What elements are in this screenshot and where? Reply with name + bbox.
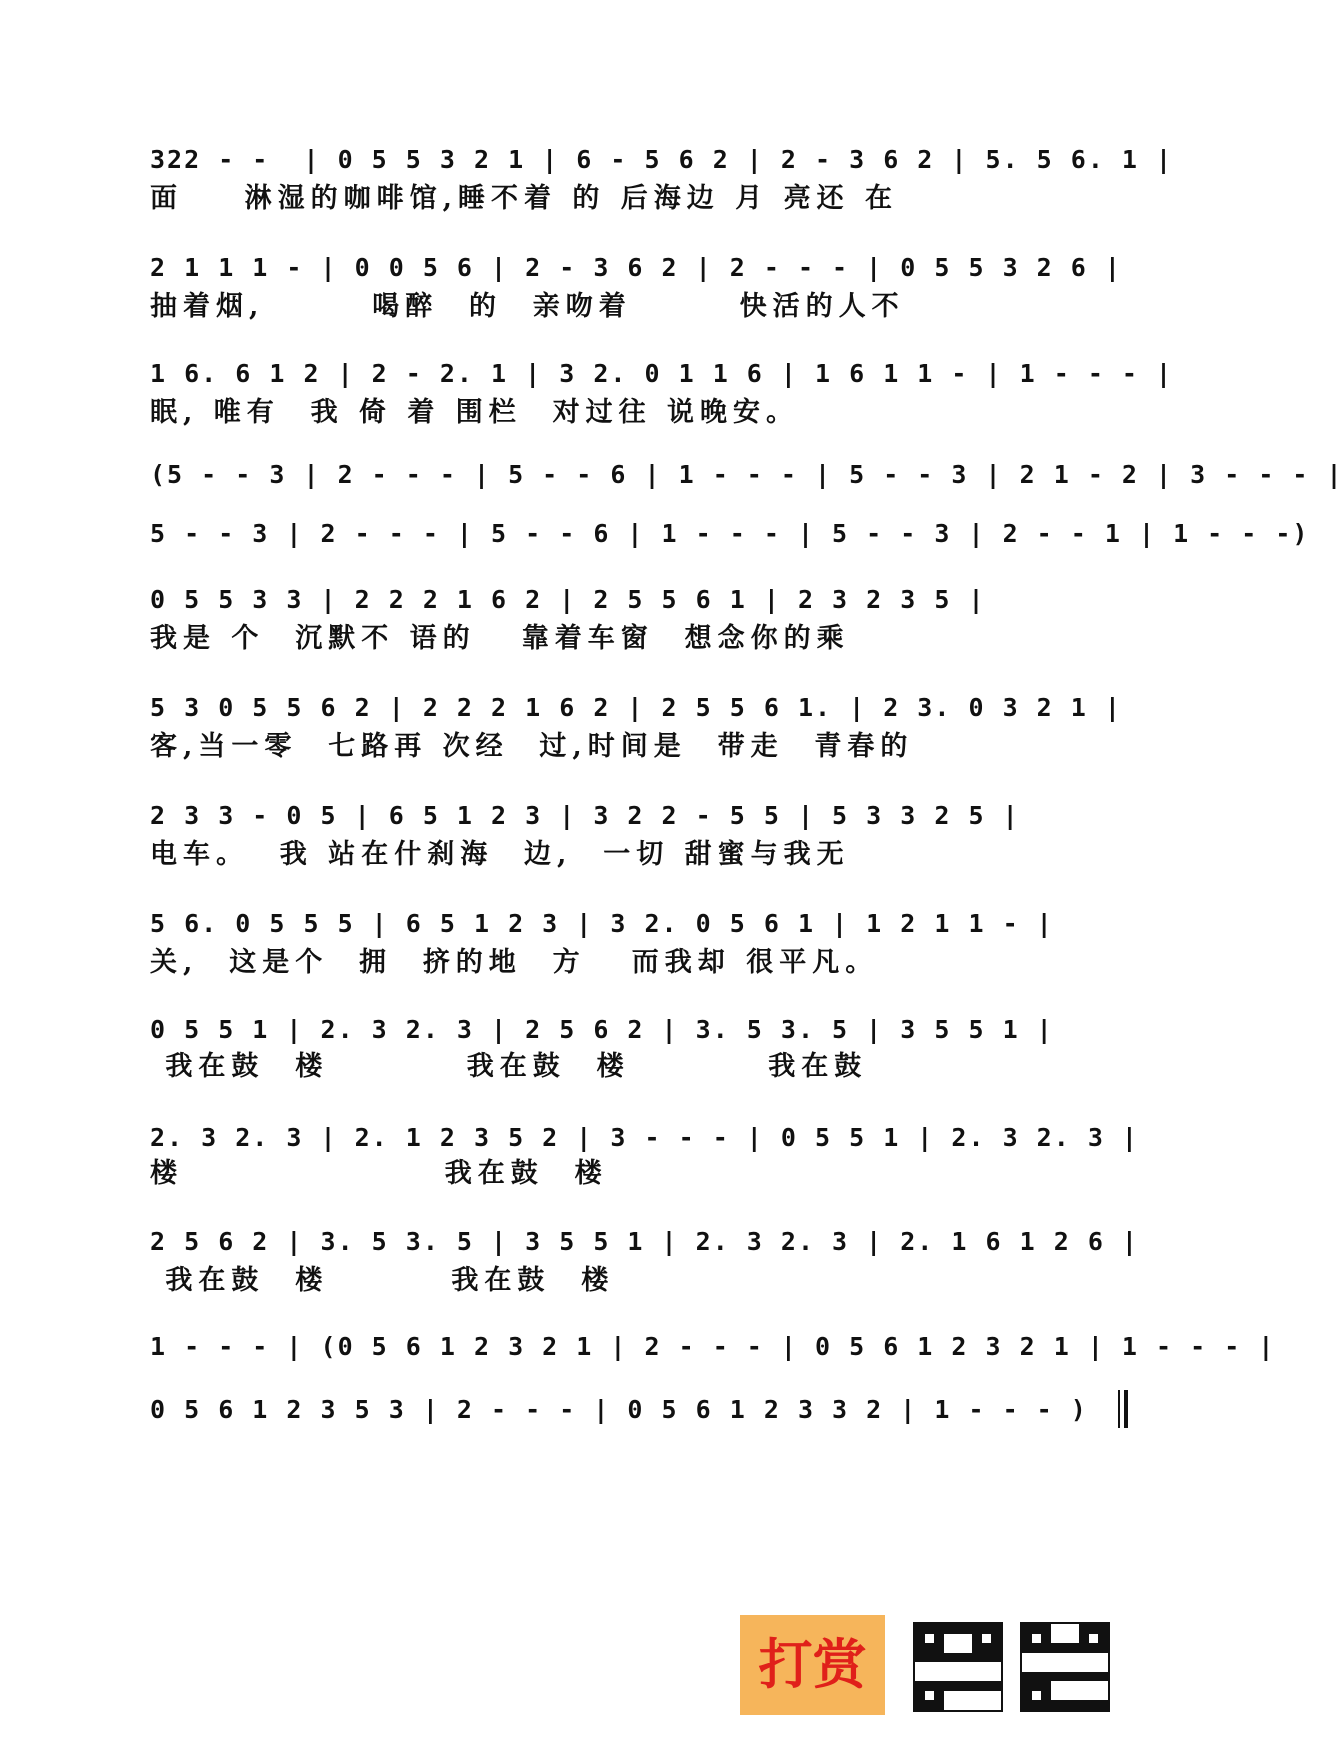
qr-cell bbox=[925, 1662, 935, 1672]
qr-cell bbox=[1070, 1672, 1080, 1682]
qr-cell bbox=[934, 1672, 944, 1682]
qr-cell bbox=[1070, 1624, 1080, 1634]
qr-cell bbox=[1070, 1681, 1080, 1691]
qr-cell bbox=[934, 1691, 944, 1701]
qr-cell bbox=[1070, 1700, 1080, 1710]
qr-cell bbox=[1051, 1634, 1061, 1644]
qr-code-icon bbox=[1020, 1622, 1110, 1712]
qr-cell bbox=[972, 1643, 982, 1653]
qr-cell bbox=[1089, 1653, 1099, 1663]
qr-cell bbox=[944, 1672, 954, 1682]
qr-cell bbox=[1032, 1700, 1042, 1710]
qr-cell bbox=[925, 1634, 935, 1644]
qr-cell bbox=[1022, 1700, 1032, 1710]
lyric-line: 抽着烟, 喝醉 的 亲吻着 快活的人不 bbox=[150, 291, 905, 322]
qr-cell bbox=[1051, 1691, 1061, 1701]
qr-cell bbox=[953, 1681, 963, 1691]
lyric-line: 客,当一零 七路再 次经 过,时间是 带走 青春的 bbox=[150, 731, 914, 762]
qr-cell bbox=[1098, 1681, 1108, 1691]
notation-line: 1 6. 6 1 2 | 2 - 2. 1 | 3 2. 0 1 1 6 | 1 6 1 1 - | 1 - - - | bbox=[150, 359, 1174, 388]
qr-cell bbox=[1041, 1681, 1051, 1691]
qr-cell bbox=[972, 1653, 982, 1663]
lyric-line: 我在鼓 楼 我在鼓 楼 bbox=[150, 1265, 615, 1296]
qr-cell bbox=[1060, 1634, 1070, 1644]
notation-line: 2 1 1 1 - | 0 0 5 6 | 2 - 3 6 2 | 2 - - - | 0 5 5 3 2 6 | bbox=[150, 253, 1122, 282]
qr-cell bbox=[934, 1643, 944, 1653]
notation-line: 2 5 6 2 | 3. 5 3. 5 | 3 5 5 1 | 2. 3 2. 3 | 2. 1 6 1 2 6 | bbox=[150, 1227, 1139, 1256]
qr-cell bbox=[1051, 1624, 1061, 1634]
qr-cell bbox=[1060, 1700, 1070, 1710]
qr-cell bbox=[1098, 1624, 1108, 1634]
qr-cell bbox=[972, 1662, 982, 1672]
notation-line: (5 - - 3 | 2 - - - | 5 - - 6 | 1 - - - | 5 - - 3 | 2 1 - 2 | 3 - - - | bbox=[150, 460, 1344, 489]
qr-cell bbox=[1070, 1691, 1080, 1701]
lyric-line: 我在鼓 楼 我在鼓 楼 我在鼓 bbox=[150, 1051, 868, 1082]
qr-cell bbox=[1032, 1653, 1042, 1663]
qr-cell bbox=[1022, 1653, 1032, 1663]
notation-line: 0 5 5 3 3 | 2 2 2 1 6 2 | 2 5 5 6 1 | 2 3 2 3 5 | bbox=[150, 585, 986, 614]
qr-cell bbox=[1051, 1672, 1061, 1682]
qr-cell bbox=[982, 1634, 992, 1644]
qr-cell bbox=[1022, 1681, 1032, 1691]
qr-cell bbox=[1022, 1634, 1032, 1644]
qr-cell bbox=[1079, 1643, 1089, 1653]
qr-cell bbox=[963, 1672, 973, 1682]
qr-cell bbox=[934, 1662, 944, 1672]
qr-cell bbox=[953, 1691, 963, 1701]
qr-cell bbox=[1032, 1662, 1042, 1672]
qr-cell bbox=[991, 1691, 1001, 1701]
qr-cell bbox=[925, 1643, 935, 1653]
qr-cell bbox=[1079, 1691, 1089, 1701]
qr-cell bbox=[1089, 1700, 1099, 1710]
qr-cell bbox=[953, 1624, 963, 1634]
qr-cell bbox=[915, 1643, 925, 1653]
notation-line: 0 5 6 1 2 3 5 3 | 2 - - - | 0 5 6 1 2 3 3 2 | 1 - - - ) bbox=[150, 1395, 1088, 1424]
qr-cell bbox=[1089, 1681, 1099, 1691]
qr-cell bbox=[1041, 1643, 1051, 1653]
qr-cell bbox=[925, 1700, 935, 1710]
qr-cell bbox=[925, 1672, 935, 1682]
qr-cell bbox=[944, 1634, 954, 1644]
qr-cell bbox=[1041, 1634, 1051, 1644]
qr-cell bbox=[1060, 1681, 1070, 1691]
qr-cell bbox=[1079, 1672, 1089, 1682]
qr-cell bbox=[915, 1634, 925, 1644]
qr-cell bbox=[915, 1681, 925, 1691]
qr-cell bbox=[963, 1691, 973, 1701]
qr-cell bbox=[944, 1624, 954, 1634]
qr-cell bbox=[925, 1681, 935, 1691]
final-barline-thick bbox=[1124, 1390, 1128, 1428]
qr-cell bbox=[915, 1672, 925, 1682]
lyric-line: 电车。 我 站在什刹海 边, 一切 甜蜜与我无 bbox=[150, 839, 850, 870]
qr-cell bbox=[1051, 1643, 1061, 1653]
qr-cell bbox=[925, 1691, 935, 1701]
notation-line: 0 5 5 1 | 2. 3 2. 3 | 2 5 6 2 | 3. 5 3. 5 | 3 5 5 1 | bbox=[150, 1015, 1054, 1044]
qr-cell bbox=[934, 1624, 944, 1634]
qr-cell bbox=[982, 1662, 992, 1672]
qr-cell bbox=[934, 1700, 944, 1710]
qr-cell bbox=[982, 1653, 992, 1663]
qr-cell bbox=[972, 1700, 982, 1710]
qr-cell bbox=[944, 1691, 954, 1701]
qr-cell bbox=[1079, 1662, 1089, 1672]
qr-cell bbox=[963, 1700, 973, 1710]
qr-cell bbox=[1079, 1681, 1089, 1691]
lyric-line: 我是 个 沉默不 语的 靠着车窗 想念你的乘 bbox=[150, 623, 850, 654]
qr-cell bbox=[1079, 1624, 1089, 1634]
qr-cell bbox=[972, 1691, 982, 1701]
qr-cell bbox=[1022, 1624, 1032, 1634]
qr-cell bbox=[1051, 1681, 1061, 1691]
qr-cell bbox=[972, 1624, 982, 1634]
qr-cell bbox=[1022, 1691, 1032, 1701]
qr-cell bbox=[915, 1700, 925, 1710]
qr-cell bbox=[991, 1662, 1001, 1672]
qr-cell bbox=[1089, 1624, 1099, 1634]
qr-cell bbox=[972, 1634, 982, 1644]
qr-cell bbox=[963, 1634, 973, 1644]
qr-cell bbox=[991, 1653, 1001, 1663]
notation-line: 1 - - - | (0 5 6 1 2 3 2 1 | 2 - - - | 0 5 6 1 2 3 2 1 | 1 - - - | bbox=[150, 1332, 1276, 1361]
qr-cell bbox=[1032, 1672, 1042, 1682]
qr-cell bbox=[972, 1681, 982, 1691]
qr-cell bbox=[963, 1653, 973, 1663]
qr-cell bbox=[953, 1653, 963, 1663]
qr-cell bbox=[1041, 1691, 1051, 1701]
qr-cell bbox=[953, 1643, 963, 1653]
qr-cell bbox=[944, 1700, 954, 1710]
qr-cell bbox=[953, 1634, 963, 1644]
qr-cell bbox=[953, 1700, 963, 1710]
qr-cell bbox=[963, 1662, 973, 1672]
qr-cell bbox=[963, 1681, 973, 1691]
qr-cell bbox=[1060, 1662, 1070, 1672]
qr-cell bbox=[1089, 1643, 1099, 1653]
qr-cell bbox=[1098, 1662, 1108, 1672]
qr-cell bbox=[1070, 1643, 1080, 1653]
qr-cell bbox=[982, 1691, 992, 1701]
notation-line: 5 6. 0 5 5 5 | 6 5 1 2 3 | 3 2. 0 5 6 1 | 1 2 1 1 - | bbox=[150, 909, 1054, 938]
lyric-line: 面 淋湿的咖啡馆,睡不着 的 后海边 月 亮还 在 bbox=[150, 183, 898, 214]
qr-cell bbox=[972, 1672, 982, 1682]
qr-cell bbox=[1098, 1653, 1108, 1663]
qr-cell bbox=[1060, 1691, 1070, 1701]
notation-line: 5 3 0 5 5 6 2 | 2 2 2 1 6 2 | 2 5 5 6 1. | 2 3. 0 3 2 1 | bbox=[150, 693, 1122, 722]
qr-cell bbox=[944, 1643, 954, 1653]
qr-cell bbox=[1070, 1634, 1080, 1644]
final-barline-thin bbox=[1118, 1390, 1120, 1428]
qr-cell bbox=[963, 1624, 973, 1634]
qr-cell bbox=[1032, 1624, 1042, 1634]
notation-line: 2. 3 2. 3 | 2. 1 2 3 5 2 | 3 - - - | 0 5 5 1 | 2. 3 2. 3 | bbox=[150, 1123, 1139, 1152]
qr-cell bbox=[934, 1681, 944, 1691]
notation-line: 322 - - | 0 5 5 3 2 1 | 6 - 5 6 2 | 2 - 3 6 2 | 5. 5 6. 1 | bbox=[150, 145, 1174, 174]
qr-cell bbox=[944, 1662, 954, 1672]
qr-cell bbox=[915, 1624, 925, 1634]
qr-cell bbox=[991, 1681, 1001, 1691]
qr-cell bbox=[1079, 1653, 1089, 1663]
qr-cell bbox=[1089, 1634, 1099, 1644]
qr-cell bbox=[1041, 1662, 1051, 1672]
qr-cell bbox=[982, 1643, 992, 1653]
qr-cell bbox=[925, 1653, 935, 1663]
qr-cell bbox=[1051, 1700, 1061, 1710]
qr-cell bbox=[1032, 1691, 1042, 1701]
qr-cell bbox=[1070, 1653, 1080, 1663]
notation-line: 2 3 3 - 0 5 | 6 5 1 2 3 | 3 2 2 - 5 5 | 5 3 3 2 5 | bbox=[150, 801, 1020, 830]
qr-cell bbox=[915, 1653, 925, 1663]
qr-cell bbox=[1089, 1662, 1099, 1672]
qr-cell bbox=[982, 1700, 992, 1710]
qr-cell bbox=[1060, 1624, 1070, 1634]
qr-cell bbox=[1041, 1624, 1051, 1634]
qr-cell bbox=[982, 1672, 992, 1682]
qr-cell bbox=[934, 1653, 944, 1663]
qr-cell bbox=[1089, 1691, 1099, 1701]
qr-cell bbox=[1079, 1634, 1089, 1644]
qr-cell bbox=[963, 1643, 973, 1653]
qr-cell bbox=[1089, 1672, 1099, 1682]
qr-cell bbox=[1060, 1643, 1070, 1653]
qr-cell bbox=[944, 1653, 954, 1663]
qr-cell bbox=[1098, 1634, 1108, 1644]
qr-cell bbox=[1051, 1662, 1061, 1672]
qr-cell bbox=[1060, 1653, 1070, 1663]
qr-cell bbox=[991, 1634, 1001, 1644]
qr-cell bbox=[1070, 1662, 1080, 1672]
qr-code-icon bbox=[913, 1622, 1003, 1712]
qr-cell bbox=[1098, 1672, 1108, 1682]
qr-cell bbox=[1041, 1700, 1051, 1710]
qr-cell bbox=[1022, 1672, 1032, 1682]
qr-cell bbox=[1079, 1700, 1089, 1710]
qr-cell bbox=[982, 1681, 992, 1691]
qr-cell bbox=[991, 1672, 1001, 1682]
qr-cell bbox=[1022, 1643, 1032, 1653]
lyric-line: 关, 这是个 拥 挤的地 方 而我却 很平凡。 bbox=[150, 947, 879, 978]
qr-cell bbox=[953, 1672, 963, 1682]
qr-cell bbox=[953, 1662, 963, 1672]
lyric-line: 楼 我在鼓 楼 bbox=[150, 1158, 608, 1189]
qr-cell bbox=[1098, 1700, 1108, 1710]
qr-cell bbox=[1041, 1653, 1051, 1663]
qr-cell bbox=[944, 1681, 954, 1691]
qr-cell bbox=[1098, 1643, 1108, 1653]
qr-cell bbox=[991, 1624, 1001, 1634]
qr-cell bbox=[1051, 1653, 1061, 1663]
reward-button[interactable]: 打赏 bbox=[740, 1615, 885, 1715]
qr-cell bbox=[982, 1624, 992, 1634]
qr-cell bbox=[925, 1624, 935, 1634]
lyric-line: 眠, 唯有 我 倚 着 围栏 对过往 说晚安。 bbox=[150, 397, 799, 428]
qr-cell bbox=[1041, 1672, 1051, 1682]
notation-line: 5 - - 3 | 2 - - - | 5 - - 6 | 1 - - - | 5 - - 3 | 2 - - 1 | 1 - - -) bbox=[150, 519, 1310, 548]
qr-cell bbox=[1098, 1691, 1108, 1701]
qr-cell bbox=[915, 1662, 925, 1672]
qr-cell bbox=[1032, 1634, 1042, 1644]
qr-cell bbox=[991, 1700, 1001, 1710]
qr-cell bbox=[1032, 1681, 1042, 1691]
qr-cell bbox=[1022, 1662, 1032, 1672]
qr-cell bbox=[1032, 1643, 1042, 1653]
qr-cell bbox=[934, 1634, 944, 1644]
qr-cell bbox=[915, 1691, 925, 1701]
qr-cell bbox=[991, 1643, 1001, 1653]
qr-cell bbox=[1060, 1672, 1070, 1682]
